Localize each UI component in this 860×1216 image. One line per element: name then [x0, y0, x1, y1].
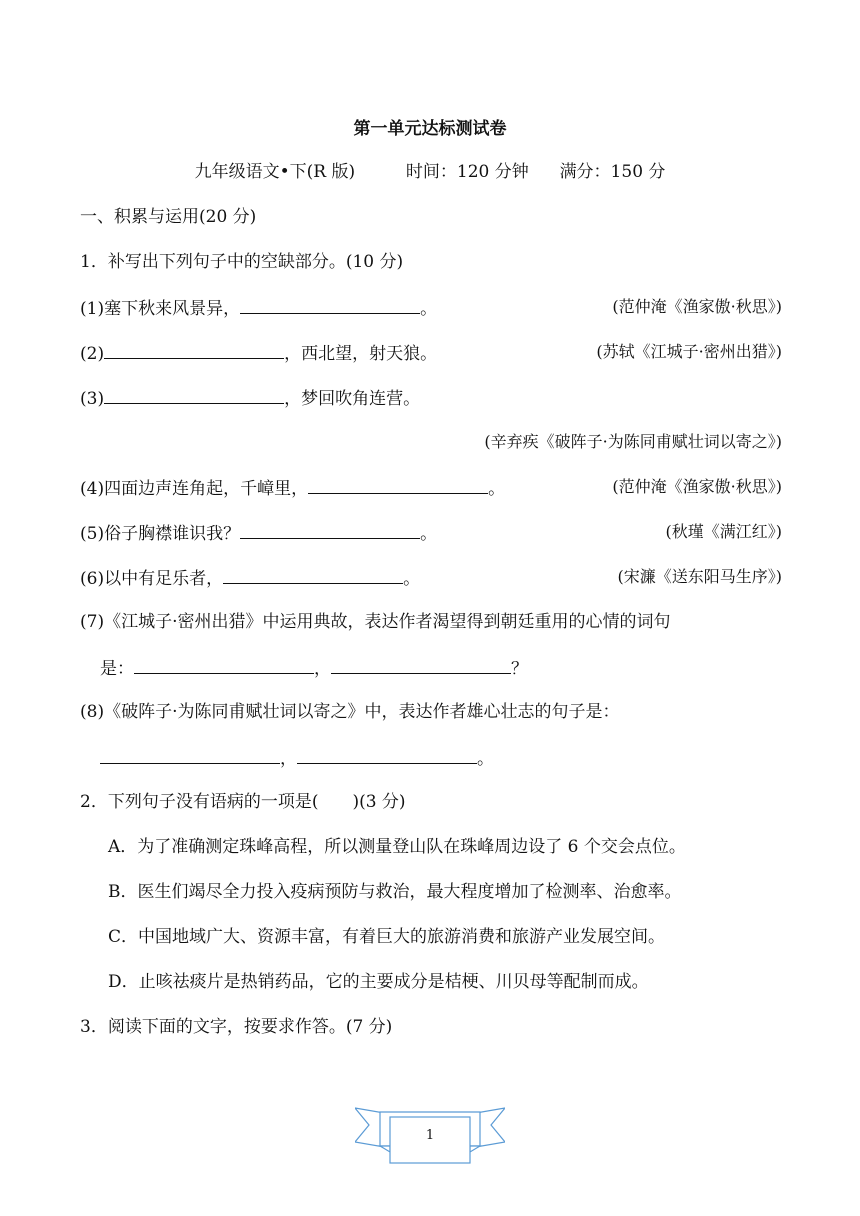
answer-blank[interactable]: [240, 520, 420, 539]
item-text: ，: [280, 749, 297, 769]
item-text: ？: [511, 659, 528, 679]
score-label: 满分：150 分: [559, 162, 666, 182]
answer-blank[interactable]: [134, 655, 314, 674]
item-text: (2): [80, 344, 105, 364]
answer-blank[interactable]: [297, 745, 477, 764]
item-source: (范仲淹《渔家傲·秋思》): [612, 297, 782, 316]
q1-item-4: [80, 475, 505, 501]
section-heading: 一、积累与运用(20 分): [80, 207, 257, 227]
item-text: 。: [477, 749, 494, 769]
item-text: (3): [80, 389, 105, 409]
item-text: 。: [488, 479, 506, 499]
q2-option-d[interactable]: D．止咳祛痰片是热销药品，它的主要成分是桔梗、川贝母等配制而成。: [108, 972, 649, 992]
question-2-header: 2．下列句子没有语病的一项是( )(3 分): [80, 792, 406, 812]
q2-option-c[interactable]: C．中国地域广大、资源丰富，有着巨大的旅游消费和旅游产业发展空间。: [108, 927, 666, 947]
item-text: (4)四面边声连角起，千嶂里，: [80, 479, 309, 499]
q1-item-7-answer: [100, 655, 528, 681]
q1-item-3: [80, 385, 420, 411]
q1-item-6: [80, 565, 420, 591]
item-text: (6)以中有足乐者，: [80, 569, 224, 589]
q1-item-8: (8)《破阵子·为陈同甫赋壮词以寄之》中，表达作者雄心壮志的句子是：: [80, 702, 620, 722]
q2-option-b[interactable]: B．医生们竭尽全力投入疫病预防与救治，最大程度增加了检测率、治愈率。: [108, 882, 682, 902]
item-source: (宋濂《送东阳马生序》): [617, 567, 782, 586]
item-text: ，西北望，射天狼。: [284, 344, 438, 364]
question-3-header: 3．阅读下面的文字，按要求作答。(7 分): [80, 1017, 393, 1037]
item-text: (1)塞下秋来风景异，: [80, 299, 241, 319]
item-text: ，: [314, 659, 331, 679]
q1-item-7: (7)《江城子·密州出猎》中运用典故，表达作者渴望得到朝廷重用的心情的词句: [80, 612, 671, 632]
question-1-header: 1．补写出下列句子中的空缺部分。(10 分): [80, 252, 404, 272]
q1-item-1: [80, 295, 437, 321]
answer-blank[interactable]: [100, 745, 280, 764]
item-text: 是：: [100, 659, 134, 679]
item-text: 。: [420, 524, 438, 544]
q1-item-2: [80, 340, 437, 366]
item-source: (辛弃疾《破阵子·为陈同甫赋壮词以寄之》): [484, 432, 782, 451]
q2-option-a[interactable]: A．为了准确测定珠峰高程，所以测量登山队在珠峰周边设了 6 个交会点位。: [108, 837, 686, 857]
item-source: (秋瑾《满江红》): [665, 522, 782, 541]
q1-item-5: [80, 520, 437, 546]
item-text: (5)俗子胸襟谁识我？: [80, 524, 241, 544]
page-number: 1: [425, 1128, 435, 1143]
exam-info: [0, 160, 860, 184]
answer-blank[interactable]: [104, 340, 284, 359]
answer-blank[interactable]: [240, 295, 420, 314]
item-text: 。: [403, 569, 421, 589]
answer-blank[interactable]: [331, 655, 511, 674]
item-source: (范仲淹《渔家傲·秋思》): [612, 477, 782, 496]
page-title: 第一单元达标测试卷: [353, 119, 507, 139]
answer-blank[interactable]: [223, 565, 403, 584]
item-text: ，梦回吹角连营。: [284, 389, 421, 409]
item-source: (苏轼《江城子·密州出猎》): [596, 342, 782, 361]
time-label: 时间：120 分钟: [405, 162, 529, 182]
grade-label: 九年级语文•下(R 版): [194, 162, 356, 182]
q1-item-8-answer: [100, 745, 494, 771]
answer-blank[interactable]: [104, 385, 284, 404]
item-text: 。: [420, 299, 438, 319]
answer-blank[interactable]: [308, 475, 488, 494]
